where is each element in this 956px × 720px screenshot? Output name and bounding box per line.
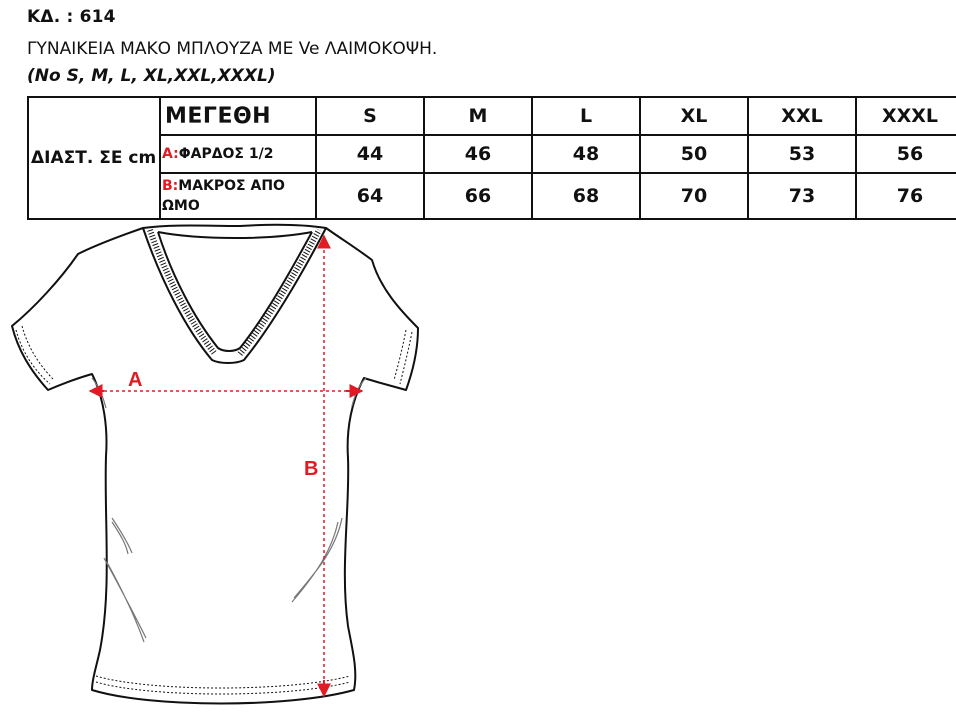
size-chart-table (27, 96, 956, 220)
size-xxxl-header: XXXL (856, 97, 956, 135)
table-cell: 53 (748, 135, 856, 173)
size-xxl-header: XXL (748, 97, 856, 135)
table-cell: 73 (748, 173, 856, 219)
marker-b: B: (162, 178, 179, 194)
table-cell: 46 (424, 135, 532, 173)
row-label-text: ΦΑΡΔΟΣ 1/2 (178, 146, 274, 162)
table-row (28, 135, 956, 173)
table-cell: 56 (856, 135, 956, 173)
size-s-header: S (316, 97, 424, 135)
marker-a: A: (162, 146, 179, 162)
size-m-header: M (424, 97, 532, 135)
dimension-unit-label: ΔΙΑΣΤ. ΣΕ cm (28, 97, 160, 219)
row-label-width (160, 135, 316, 173)
label-a: A (128, 369, 143, 391)
table-cell: 66 (424, 173, 532, 219)
table-cell: 68 (532, 173, 640, 219)
tshirt-outline (12, 225, 418, 704)
table-cell: 50 (640, 135, 748, 173)
label-b: B (304, 458, 319, 480)
product-description: ΓΥΝΑΙΚΕΙΑ ΜΑΚΟ ΜΠΛΟΥΖΑ ΜΕ Ve ΛΑΙΜΟΚΟΨΗ. (27, 39, 438, 59)
table-cell: 44 (316, 135, 424, 173)
table-cell: 76 (856, 173, 956, 219)
table-cell: 70 (640, 173, 748, 219)
available-sizes: (No S, M, L, XL,XXL,XXXL) (27, 66, 276, 86)
size-l-header: L (532, 97, 640, 135)
product-code: ΚΔ. : 614 (27, 7, 116, 27)
sizes-header: ΜΕΓΕΘΗ (160, 97, 316, 135)
row-label-length (160, 173, 316, 219)
table-cell: 64 (316, 173, 424, 219)
table-cell: 48 (532, 135, 640, 173)
tshirt-diagram (0, 218, 420, 720)
size-header-row (28, 97, 956, 135)
size-xl-header: XL (640, 97, 748, 135)
row-label-text: ΜΑΚΡΟΣ ΑΠΟ ΩΜΟ (162, 178, 285, 214)
table-row (28, 173, 956, 219)
